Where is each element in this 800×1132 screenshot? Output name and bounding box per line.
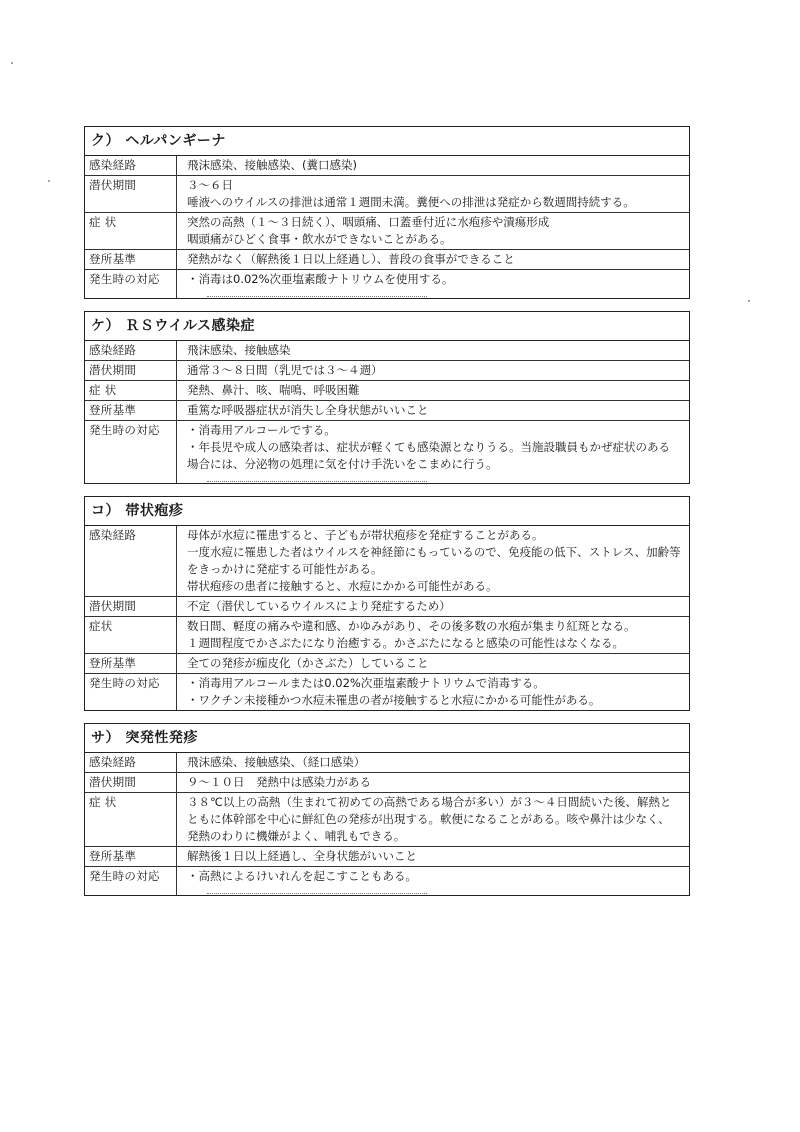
value-line: ・消毒用アルコールでする。 <box>187 423 336 437</box>
row-value <box>177 597 689 616</box>
row-label: 登所基準 <box>85 654 177 673</box>
row-label: 症 状 <box>85 793 177 846</box>
document-body <box>84 126 690 908</box>
table-row <box>85 156 689 176</box>
row-value <box>177 867 689 895</box>
value-line: 全ての発疹が痂皮化（かさぶた）していること <box>187 656 429 670</box>
row-label: 発生時の対応 <box>85 270 177 298</box>
value-line: 一度水痘に罹患した者はウイルスを神経節にもっているので、免疫能の低下、ストレス、加齢等をきっかけに発症する可能性がある。 <box>187 545 681 576</box>
table-row <box>85 421 689 483</box>
scan-noise <box>207 290 427 297</box>
value-line: 飛沫感染、接触感染 <box>187 343 291 357</box>
value-line: ・高熱によるけいれんを起こすこともある。 <box>187 869 417 883</box>
value-line: 通常３～８日間（乳児では３～４週） <box>187 363 383 377</box>
table-row <box>85 381 689 401</box>
section-title: サ） 突発性発疹 <box>85 724 689 753</box>
table-row <box>85 361 689 381</box>
table-row <box>85 341 689 361</box>
section-title: ケ） ＲＳウイルス感染症 <box>85 312 689 341</box>
table-row <box>85 793 689 847</box>
value-line: 不定（潜伏しているウイルスにより発症するため） <box>187 599 451 613</box>
row-value <box>177 421 689 483</box>
value-line: 発熱、鼻汁、咳、喘鳴、呼吸困難 <box>187 383 360 397</box>
value-line: 解熱後１日以上経過し、全身状態がいいこと <box>187 849 417 863</box>
table-row <box>85 213 689 250</box>
row-value <box>177 381 689 400</box>
value-line: 突然の高熱（１～３日続く）、咽頭痛、口蓋垂付近に水疱疹や潰瘍形成 <box>187 215 550 229</box>
table-row <box>85 250 689 270</box>
row-value <box>177 617 689 653</box>
row-label: 感染経路 <box>85 156 177 175</box>
row-label: 登所基準 <box>85 847 177 866</box>
value-line: ・年長児や成人の感染者は、症状が軽くても感染源となりうる。当施設職員もかぜ症状のある場合には、分泌物の処理に気を付け手洗いをこまめに行う。 <box>187 440 670 471</box>
row-value <box>177 753 689 772</box>
value-line: ・消毒は0.02%次亜塩素酸ナトリウムを使用する。 <box>187 272 454 286</box>
table-row <box>85 270 689 298</box>
row-label: 感染経路 <box>85 526 177 596</box>
row-label: 発生時の対応 <box>85 867 177 895</box>
row-label: 潜伏期間 <box>85 176 177 212</box>
row-value <box>177 176 689 212</box>
section-rs-virus <box>84 311 690 484</box>
row-label: 発生時の対応 <box>85 674 177 710</box>
value-line: 重篤な呼吸器症状が消失し全身状態がいいこと <box>187 403 429 417</box>
row-value <box>177 654 689 673</box>
section-herpes-zoster <box>84 496 690 711</box>
table-row <box>85 867 689 895</box>
section-title: コ） 帯状疱疹 <box>85 497 689 526</box>
row-value <box>177 213 689 249</box>
value-line: １週間程度でかさぶたになり治癒する。かさぶたになると感染の可能性はなくなる。 <box>187 636 624 650</box>
row-label: 潜伏期間 <box>85 361 177 380</box>
row-value <box>177 674 689 710</box>
row-value <box>177 270 689 298</box>
value-line: ３～６日 <box>187 178 233 192</box>
table-row <box>85 847 689 867</box>
value-line: ９～１０日 発熱中は感染力がある <box>187 775 371 789</box>
table-row <box>85 176 689 213</box>
scan-speck <box>48 180 50 182</box>
row-value <box>177 793 689 846</box>
row-value <box>177 847 689 866</box>
scan-noise <box>207 475 427 482</box>
value-line: 発熱がなく（解熱後１日以上経過し）、普段の食事ができること <box>187 252 515 266</box>
row-value <box>177 361 689 380</box>
section-exanthem-subitum <box>84 723 690 896</box>
row-label: 症状 <box>85 617 177 653</box>
value-line: ３８℃以上の高熱（生まれて初めての高熱である場合が多い）が３～４日間続いた後、解熱とともに体幹部を中心に鮮紅色の発疹が出現する。軟便になることがある。咳や鼻汁は少なく、発熱のわりに機嫌がよく、哺乳もできる。 <box>187 795 672 843</box>
row-value <box>177 341 689 360</box>
value-line: 母体が水痘に罹患すると、子どもが帯状疱疹を発症することがある。 <box>187 528 544 542</box>
row-value <box>177 156 689 175</box>
table-row <box>85 773 689 793</box>
row-value <box>177 401 689 420</box>
value-line: 咽頭痛がひどく食事・飲水ができないことがある。 <box>187 232 452 246</box>
row-label: 症 状 <box>85 381 177 400</box>
value-line: 帯状疱疹の患者に接触すると、水痘にかかる可能性がある。 <box>187 579 498 593</box>
table-row <box>85 401 689 421</box>
table-row <box>85 654 689 674</box>
value-line: 飛沫感染、接触感染、（経口感染） <box>187 755 366 769</box>
section-herpangina <box>84 126 690 299</box>
scan-speck <box>11 62 13 64</box>
scan-speck <box>748 300 750 302</box>
row-label: 登所基準 <box>85 401 177 420</box>
value-line: 数日間、軽度の痛みや違和感、かゆみがあり、その後多数の水疱が集まり紅斑となる。 <box>187 619 636 633</box>
value-line: ・ワクチン未接種かつ水痘未罹患の者が接触すると水痘にかかる可能性がある。 <box>187 693 601 707</box>
table-row <box>85 674 689 710</box>
row-label: 発生時の対応 <box>85 421 177 483</box>
section-title: ク） ヘルパンギーナ <box>85 127 689 156</box>
table-row <box>85 526 689 597</box>
table-row <box>85 597 689 617</box>
row-label: 潜伏期間 <box>85 597 177 616</box>
row-label: 登所基準 <box>85 250 177 269</box>
row-value <box>177 250 689 269</box>
value-line: 飛沫感染、接触感染、(糞口感染) <box>187 158 357 172</box>
row-label: 症 状 <box>85 213 177 249</box>
row-value <box>177 773 689 792</box>
row-label: 潜伏期間 <box>85 773 177 792</box>
row-label: 感染経路 <box>85 753 177 772</box>
row-label: 感染経路 <box>85 341 177 360</box>
value-line: ・消毒用アルコールまたは0.02%次亜塩素酸ナトリウムで消毒する。 <box>187 676 545 690</box>
row-value <box>177 526 689 596</box>
value-line: 唾液へのウイルスの排泄は通常１週間未満。糞便への排泄は発症から数週間持続する。 <box>187 195 635 209</box>
table-row <box>85 753 689 773</box>
scan-noise <box>207 887 427 894</box>
table-row <box>85 617 689 654</box>
